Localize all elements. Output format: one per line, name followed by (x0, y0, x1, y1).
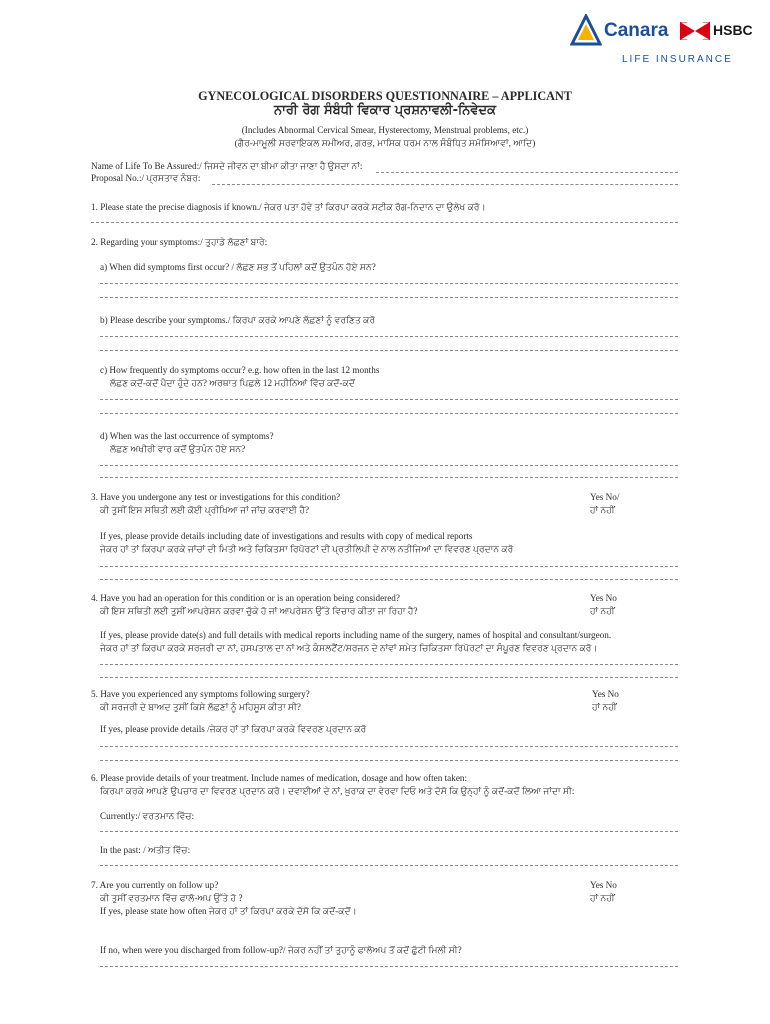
brand-hsbc: HSBC (713, 22, 753, 38)
answer-line[interactable] (100, 966, 678, 967)
question-7-discharge: If no, when were you discharged from follow-up?/ ਜੇਕਰ ਨਹੀਂ ਤਾਂ ਤੁਹਾਨੂੰ ਫਾਲੋਅਪ ਤੋਂ ਕਦੋਂ ਛੁੱਟੀ ਮਿਲੀ ਸੀ? (100, 945, 462, 955)
answer-line[interactable] (100, 477, 678, 478)
question-2: 2. Regarding your symptoms:/ ਤੁਹਾਡੇ ਲੱਛਣਾਂ ਬਾਰੇ: (91, 237, 268, 247)
question-3-details: If yes, please provide details including date of investigations and results with copy of medical reports (100, 531, 473, 541)
answer-line[interactable] (100, 297, 678, 298)
brand-canara: Canara (604, 20, 669, 41)
proposal-label: Proposal No.:/ ਪ੍ਰਸਤਾਵ ਨੰਬਰ: (91, 173, 201, 183)
question-4: 4. Have you had an operation for this condition or is an operation being considered? (91, 593, 400, 603)
answer-line[interactable] (91, 222, 678, 223)
answer-line[interactable] (100, 760, 678, 761)
question-1: 1. Please state the precise diagnosis if known./ ਜੇਕਰ ਪਤਾ ਹੋਵੇ ਤਾਂ ਕਿਰਪਾ ਕਰਕੇ ਸਟੀਕ ਰੋਗ-ਨਿਦਾਨ ਦਾ ਉਲੇਖ ਕਰੋ। (91, 202, 486, 212)
question-2c: c) How frequently do symptoms occur? e.g. how often in the last 12 months (100, 365, 380, 375)
question-3: 3. Have you undergone any test or investigations for this condition? (91, 492, 341, 502)
past-label: In the past: / ਅਤੀਤ ਵਿੱਚ: (100, 845, 191, 855)
yes-no-option[interactable]: Yes No (590, 593, 617, 603)
question-3-punjabi: ਕੀ ਤੁਸੀਂ ਇਸ ਸਥਿਤੀ ਲਈ ਕੋਈ ਪ੍ਰੀਖਿਆ ਜਾਂ ਜਾਂਚ ਕਰਵਾਈ ਹੈ? (100, 505, 310, 515)
subtitle: (Includes Abnormal Cervical Smear, Hysterectomy, Menstrual problems, etc.) (241, 125, 529, 135)
answer-line[interactable] (100, 350, 678, 351)
question-4-details: If yes, please provide date(s) and full details with medical reports including name of the surgery, names of hospital and consultant/surgeon. (100, 630, 612, 640)
question-5: 5. Have you experienced any symptoms following surgery? (91, 689, 310, 699)
yes-no-option-punjabi[interactable]: ਹਾਂ ਨਹੀਂ (590, 893, 615, 903)
answer-line[interactable] (100, 664, 678, 665)
question-2d: d) When was the last occurrence of symptoms? (100, 431, 274, 441)
yes-no-option-punjabi[interactable]: ਹਾਂ ਨਹੀਂ (590, 606, 615, 616)
question-3-details-punjabi: ਜੇਕਰ ਹਾਂ ਤਾਂ ਕਿਰਪਾ ਕਰਕੇ ਜਾਂਚਾਂ ਦੀ ਮਿਤੀ ਅਤੇ ਚਿਕਿਤਸਾ ਰਿਪੋਰਟਾਂ ਦੀ ਪ੍ਰਤੀਲਿਪੀ ਦੇ ਨਾਲ ਨਤੀਜਿਆਂ ਦਾ ਵਿਵਰਣ ਪ੍ਰਦਾਨ ਕਰੋ (100, 544, 514, 554)
question-4-details-punjabi: ਜੇਕਰ ਹਾਂ ਤਾਂ ਕਿਰਪਾ ਕਰਕੇ ਸਰਜਰੀ ਦਾ ਨਾਂ, ਹਸਪਤਾਲ ਦਾ ਨਾਂ ਅਤੇ ਕੰਸਲਟੈਂਟ/ਸਰਜਨ ਦੇ ਨਾਂਵਾਂ ਸਮੇਤ ਚਿਕਿਤਸਾ ਰਿਪੋਰਟਾਂ ਦਾ ਸੰਪੂਰਣ ਵਿਵਰਣ ਪ੍ਰਦਾਨ ਕਰੋ। (100, 643, 598, 653)
question-2a: a) When did symptoms first occur? / ਲੱਛਣ ਸਭ ਤੋਂ ਪਹਿਲਾਂ ਕਦੋਂ ਉਤਪੰਨ ਹੋਏ ਸਨ? (100, 262, 376, 272)
yes-no-option-punjabi[interactable]: ਹਾਂ ਨਹੀਂ (592, 702, 617, 712)
answer-line[interactable] (100, 336, 678, 337)
brand-life-insurance: LIFE INSURANCE (622, 54, 733, 65)
canara-hsbc-logo (570, 14, 753, 70)
proposal-field[interactable] (212, 184, 678, 185)
answer-line[interactable] (100, 283, 678, 284)
question-6: 6. Please provide details of your treatment. Include names of medication, dosage and how often taken: (91, 773, 468, 783)
name-field[interactable] (376, 172, 678, 173)
answer-line[interactable] (100, 677, 678, 678)
question-2d-punjabi: ਲੱਛਣ ਅਖੀਰੀ ਵਾਰ ਕਦੋਂ ਉਤਪੰਨ ਹੋਏ ਸਨ? (110, 444, 246, 454)
page-title: GYNECOLOGICAL DISORDERS QUESTIONNAIRE – APPLICANT (198, 89, 572, 103)
currently-label: Currently:/ ਵਰਤਮਾਨ ਵਿੱਚ: (100, 811, 195, 821)
yes-no-option[interactable]: Yes No (590, 880, 617, 890)
answer-line[interactable] (100, 465, 678, 466)
hsbc-hexagon-icon (680, 22, 710, 40)
question-6-punjabi: ਕਿਰਪਾ ਕਰਕੇ ਆਪਣੇ ਉਪਚਾਰ ਦਾ ਵਿਵਰਣ ਪ੍ਰਦਾਨ ਕਰੋ। ਦਵਾਈਆਂ ਦੇ ਨਾਂ, ਖ਼ੁਰਾਕ ਦਾ ਵੇਰਵਾ ਦਿਓ ਅਤੇ ਦੱਸੋ ਕਿ ਉਨ੍ਹਾਂ ਨੂੰ ਕਦੋਂ-ਕਦੋਂ ਲਿਆ ਜਾਂਦਾ ਸੀ: (100, 786, 575, 796)
question-5-details: If yes, please provide details /ਜੇਕਰ ਹਾਂ ਤਾਂ ਕਿਰਪਾ ਕਰਕੇ ਵਿਵਰਣ ਪ੍ਰਦਾਨ ਕਰੋ (100, 724, 367, 734)
name-label: Name of Life To Be Assured:/ ਜਿਸਦੇ ਜੀਵਨ ਦਾ ਬੀਮਾ ਕੀਤਾ ਜਾਣਾ ਹੈ ਉਸਦਾ ਨਾਂ: (91, 161, 363, 171)
question-5-punjabi: ਕੀ ਸਰਜਰੀ ਦੇ ਬਾਅਦ ਤੁਸੀਂ ਕਿਸੇ ਲੱਛਣਾਂ ਨੂੰ ਮਹਿਸੂਸ ਕੀਤਾ ਸੀ? (100, 702, 301, 712)
answer-line[interactable] (100, 579, 678, 580)
question-7: 7. Are you currently on follow up? (91, 880, 219, 890)
page-title-punjabi: ਨਾਰੀ ਰੋਗ ਸੰਬੰਧੀ ਵਿਕਾਰ ਪ੍ਰਸ਼ਨਾਵਲੀ-ਨਿਵੇਦਕ (274, 103, 496, 118)
answer-line[interactable] (100, 413, 678, 414)
answer-line[interactable] (100, 865, 678, 866)
answer-line[interactable] (100, 566, 678, 567)
question-7-details: If yes, please state how often ਜੇਕਰ ਹਾਂ ਤਾਂ ਕਿਰਪਾ ਕਰਕੇ ਦੱਸੋ ਕਿ ਕਦੋਂ-ਕਦੋਂ। (100, 906, 357, 916)
yes-no-option[interactable]: Yes No (592, 689, 619, 699)
yes-no-option[interactable]: Yes No/ (590, 492, 620, 502)
subtitle-punjabi: (ਗੈਰ-ਮਾਮੂਲੀ ਸਰਵਾਇਕਲ ਸਮੀਅਰ, ਗਰਭ, ਮਾਸਿਕ ਧਰਮ ਨਾਲ ਸੰਬੰਧਿਤ ਸਮੱਸਿਆਵਾਂ, ਆਦਿ) (234, 138, 536, 148)
question-2b: b) Please describe your symptoms./ ਕਿਰਪਾ ਕਰਕੇ ਆਪਣੇ ਲੱਛਣਾਂ ਨੂੰ ਵਰਣਿਤ ਕਰੋ (100, 315, 376, 325)
question-7-punjabi: ਕੀ ਤੁਸੀਂ ਵਰਤਮਾਨ ਵਿੱਚ ਫਾਲੋ-ਅਪ ਉੱਤੇ ਹੋ ? (100, 893, 243, 903)
answer-line[interactable] (100, 831, 678, 832)
question-4-punjabi: ਕੀ ਇਸ ਸਥਿਤੀ ਲਈ ਤੁਸੀਂ ਆਪਰੇਸ਼ਨ ਕਰਵਾ ਚੁੱਕੇ ਹੋ ਜਾਂ ਆਪਰੇਸ਼ਨ ਉੱਤੇ ਵਿਚਾਰ ਕੀਤਾ ਜਾ ਰਿਹਾ ਹੈ? (100, 606, 418, 616)
question-2c-punjabi: ਲੱਛਣ ਕਦੋਂ-ਕਦੋਂ ਪੈਦਾ ਹੁੰਦੇ ਹਨ? ਅਰਥਾਤ ਪਿਛਲੇ 12 ਮਹੀਨਿਆਂ ਵਿੱਚ ਕਦੋਂ-ਕਦੋਂ (110, 378, 355, 388)
answer-line[interactable] (100, 746, 678, 747)
canara-logo-icon (570, 14, 602, 48)
yes-no-option-punjabi[interactable]: ਹਾਂ ਨਹੀਂ (590, 505, 615, 515)
answer-line[interactable] (100, 399, 678, 400)
